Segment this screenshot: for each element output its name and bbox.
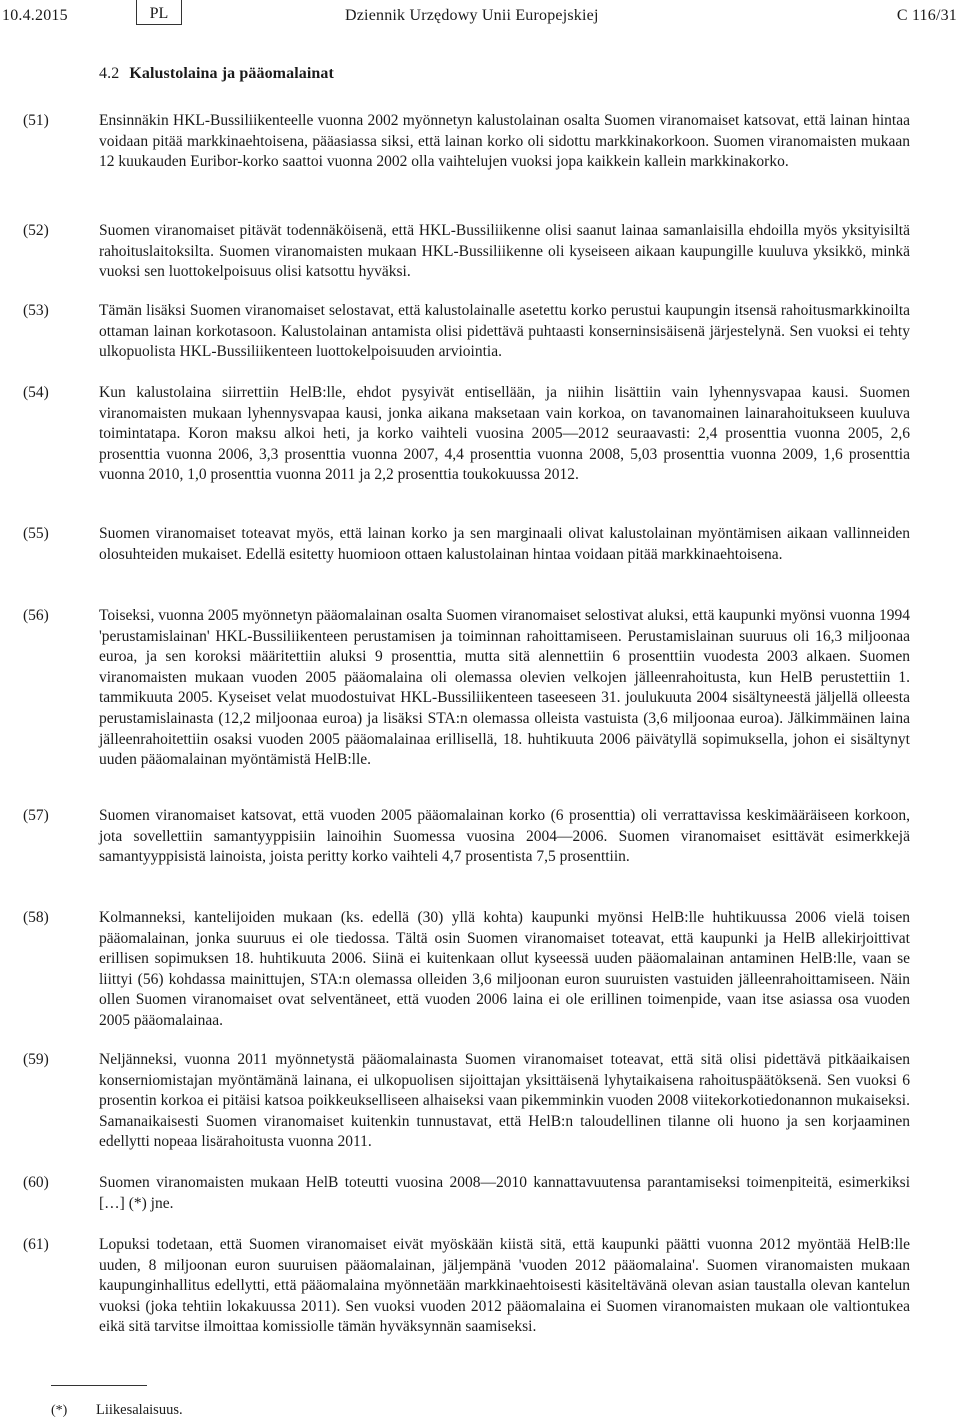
paragraph-text: Suomen viranomaisten mukaan HelB toteutti vuosina 2008—2010 kannattavuutensa parantamiseksi toimenpiteitä, esimerkiksi […] (*) jne. xyxy=(99,1174,910,1212)
paragraph-number: (55) xyxy=(23,525,49,542)
section-number: 4.2 xyxy=(99,65,120,82)
paragraph-number: (61) xyxy=(23,1236,49,1253)
page-header xyxy=(0,0,960,40)
paragraph-text: Neljänneksi, vuonna 2011 myönnetystä pääomalainasta Suomen viranomaiset toteavat, että sitä olisi pidettävä pitkäaikaisen konserniomistajan myöntämänä lainana, ei ulkopuolisen sijoittajan yksittäisenä lyhytaikaisena rahoituspäätöksenä. Sen vuoksi 6 prosentin korkoa ei pitäisi katsoa poikkeukselliseen alhaiseksi vaan pikemminkin vuoden 2008 viitekorkotiedonannon mukaiseksi. Samanaikaisesti Suomen viranomaiset kuitenkin tunnustavat, että HelB:n taloudellinen tilanne oli huono ja sen korjaaminen edellytti nopeaa lisärahoitusta vuonna 2011. xyxy=(99,1051,910,1151)
paragraph-number: (60) xyxy=(23,1174,49,1191)
paragraph-text: Ensinnäkin HKL-Bussiliikenteelle vuonna 2002 myönnetyn kalustolainan osalta Suomen viranomaiset katsovat, että lainan hintaa voidaan pitää markkinaehtoisena, pääasiassa siksi, että lainan korko oli sidottu markkinakorkoon. Suomen viranomaisten mukaan 12 kuukauden Euribor-korko saattoi vuonna 2002 olla vaihtelujen vuoksi jopa kaikkein kallein markkinakorko. xyxy=(99,112,910,171)
section-title: Kalustolaina ja pääomalainat xyxy=(129,65,334,82)
journal-reference: C 116/31 xyxy=(896,7,957,24)
footnote-mark: (*) xyxy=(51,1403,68,1418)
paragraph-text: Suomen viranomaiset katsovat, että vuoden 2005 pääomalainan korko (6 prosenttia) oli verrattavissa keskimääräiseen korkoon, jota sovellettiin samantyyppisiin lainoihin Suomessa vuosina 2004—2006. Suomen viranomaiset esittävät esimerkkejä samantyyppisistä lainoista, joista peritty korko vaihteli 4,7 prosentista 7,5 prosenttiin. xyxy=(99,807,910,866)
paragraph-number: (59) xyxy=(23,1051,49,1068)
paragraph-text: Toiseksi, vuonna 2005 myönnetyn pääomalainan osalta Suomen viranomaiset selostivat aluksi, että kaupunki myönsi vuonna 1994 'perustamislainan' HKL-Bussiliikenteen perustamisen ja toiminnan rahoittamiseen. Perustamislainan suuruus oli 16,3 miljoonaa euroa, ja sen koroksi määritettiin aluksi 9 prosenttia, mutta sitä alennettiin 6 prosenttiin vuodesta 2003 alkaen. Suomen viranomaisten mukaan vuoden 2005 pääomalaina oli olemassa olevien velkojen jälleenrahoitusta, kun HelB perustettiin 1. tammikuuta 2005. Kyseiset velat muodostuivat HKL-Bussiliikenteen taseeseen 31. joulukuuta 2004 sisältyneestä jäljellä olleesta perustamislainasta (12,2 miljoonaa euroa) ja lisäksi STA:n olemassa olleista vastuista (3,6 miljoonaa euroa). Jälkimmäinen laina jälleenrahoitettiin osaksi vuoden 2005 pääomalainaa erillisellä, 18. huhtikuuta 2006 päivätyllä sopimuksella, johon ei sisältynyt uuden pääomalainan myöntämistä HelB:lle. xyxy=(99,607,910,769)
publication-date: 10.4.2015 xyxy=(2,7,68,24)
journal-title: Dziennik Urzędowy Unii Europejskiej xyxy=(345,7,599,24)
paragraph-number: (53) xyxy=(23,302,49,319)
paragraph-number: (58) xyxy=(23,909,49,926)
paragraph-number: (57) xyxy=(23,807,49,824)
paragraph-number: (56) xyxy=(23,607,49,624)
section-heading xyxy=(99,65,334,83)
footnote-divider xyxy=(51,1385,147,1386)
paragraph-number: (54) xyxy=(23,384,49,401)
paragraph-text: Lopuksi todetaan, että Suomen viranomaiset eivät myöskään kiistä sitä, että kaupunki päätti vuonna 2012 myöntää HelB:lle uuden, 8 miljoonan euron suuruisen pääomalainan, jäljempänä 'vuoden 2012 pääomalaina'. Suomen viranomaisten mukaan kaupunginhallitus edellytti, että pääomalaina myönnetään markkinaehtoisesti käsiteltävänä olevan asian taustalla olevan kantelun vuoksi (joka tehtiin lokakuussa 2011). Sen vuoksi vuoden 2012 pääomalaina ei Suomen viranomaisten mukaan ole valtiontukea eikä sitä tarvitse ilmoittaa komissiolle tämän hyväksynnän saamiseksi. xyxy=(99,1236,910,1336)
paragraph-number: (52) xyxy=(23,222,49,239)
paragraph-text: Tämän lisäksi Suomen viranomaiset selostavat, että kalustolainalle asetettu korko perustui kaupungin itsensä rahoitusmarkkinoilta ottaman lainan korkotasoon. Kalustolainan antamista olisi pidettävä puhtaasti konserninsisäisenä järjestelynä. Sen vuoksi ei tehty ulkopuolista HKL-Bussiliikenteen luottokelpoisuuden arviointia. xyxy=(99,302,910,361)
paragraph-text: Kun kalustolaina siirrettiin HelB:lle, ehdot pysyivät entisellään, ja niihin lisättiin vain lyhennysvapaa kausi. Suomen viranomaisten mukaan lyhennysvapaa kausi, jonka aikana maksetaan vain korkoa, on tavanomainen lainarahoitukseen kuuluva toimintatapa. Koron maksu alkoi heti, ja korko vaihteli vuosina 2005—2012 seuraavasti: 2,4 prosenttia vuonna 2005, 2,6 prosenttia vuonna 2006, 3,3 prosenttia vuonna 2007, 4,4 prosenttia vuonna 2008, 5,03 prosenttia vuonna 2009, 1,6 prosenttia vuonna 2010, 1,0 prosenttia vuonna 2011 ja 2,2 prosenttia toukokuussa 2012. xyxy=(99,384,910,484)
paragraph-text: Suomen viranomaiset pitävät todennäköisenä, että HKL-Bussiliikenne olisi saanut lainaa samanlaisilla ehdoilla myös yksityisiltä rahoituslaitoksilta. Suomen viranomaisten mukaan HKL-Bussiliikenne oli kyseiseen aikaan kaupungille kuuluva yksikkö, minkä vuoksi sen luottokelpoisuus olisi katsottu hyväksi. xyxy=(99,222,910,281)
paragraph-number: (51) xyxy=(23,112,49,129)
language-badge: PL xyxy=(136,0,182,25)
paragraph-text: Kolmanneksi, kantelijoiden mukaan (ks. edellä (30) yllä kohta) kaupunki myönsi HelB:lle huhtikuussa 2006 vielä toisen pääomalainan, jonka suuruus ei ole tiedossa. Tältä osin Suomen viranomaiset toteavat, että kaupunki ja HelB allekirjoittivat erillisen sopimuksen 18. huhtikuuta 2006. Siinä ei kuitenkaan ollut kyseessä uuden pääomalainan antaminen HelB:lle, vaan se liittyi (56) kohdassa mainittujen, STA:n olemassa olleiden 3,6 miljoonan euron suuruisten vastuiden jälleenrahoittamiseen. Näin ollen Suomen viranomaiset ovat selventäneet, että vuoden 2006 laina ei ole erillinen toimenpide, vaan itse asiassa osa vuoden 2005 pääomalainaa. xyxy=(99,909,910,1029)
paragraph-text: Suomen viranomaiset toteavat myös, että lainan korko ja sen marginaali olivat kalustolainan myöntämisen aikaan vallinneiden olosuhteiden mukaiset. Edellä esitetty huomioon ottaen kalustolainan hintaa voidaan pitää markkinaehtoisena. xyxy=(99,525,910,563)
footnote-text: Liikesalaisuus. xyxy=(96,1402,183,1418)
